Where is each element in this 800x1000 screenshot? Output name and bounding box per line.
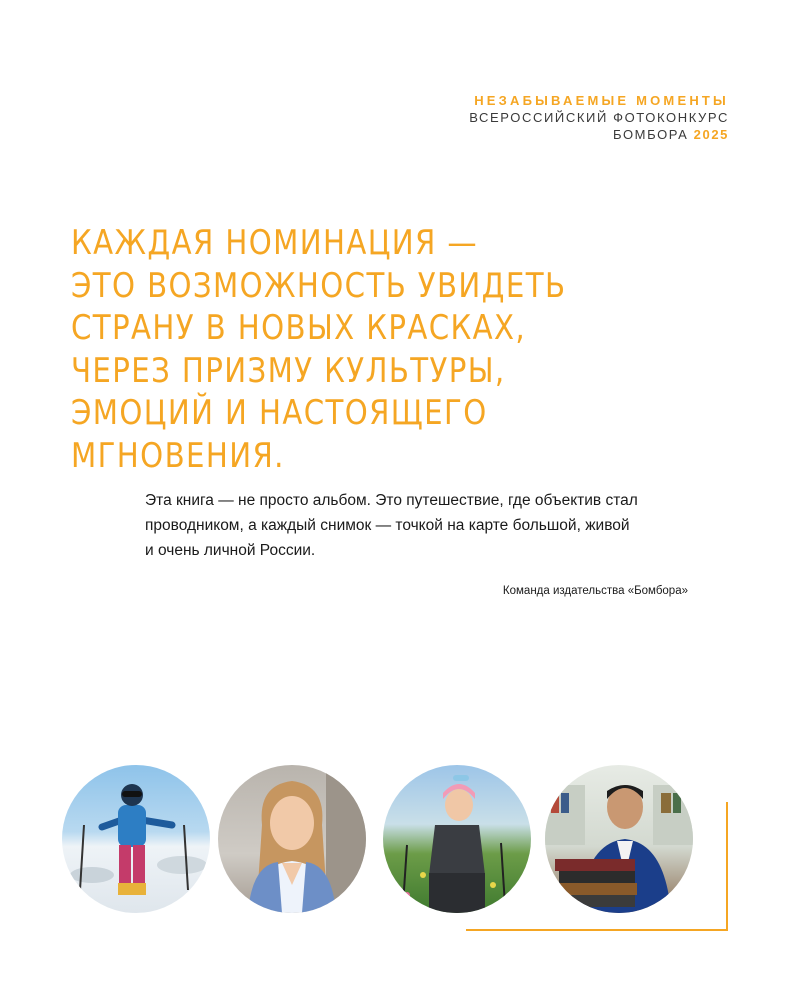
publisher-name: БОМБОРА [612, 127, 689, 142]
headline-line: ЭТО ВОЗМОЖНОСТЬ УВИДЕТЬ [71, 265, 567, 306]
photo-hiker [383, 765, 531, 913]
intro-line: проводником, а каждый снимок — точкой на карте большой, живой [145, 517, 630, 534]
decorative-line-horizontal [466, 929, 728, 931]
headline-line: ЭМОЦИЙ И НАСТОЯЩЕГО [71, 393, 488, 433]
woman-portrait-illustration [218, 765, 366, 913]
photo-mountaineer [62, 765, 210, 913]
headline-line: КАЖДАЯ НОМИНАЦИЯ — [71, 223, 479, 263]
hiker-illustration [383, 765, 531, 913]
decorative-line-vertical [726, 802, 728, 930]
contest-title: НЕЗАБЫВАЕМЫЕ МОМЕНТЫ [474, 93, 729, 108]
photo-woman-portrait [218, 765, 366, 913]
intro-paragraph [145, 488, 705, 563]
page-headline [71, 222, 566, 477]
headline-line: ЧЕРЕЗ ПРИЗМУ КУЛЬТУРЫ, [71, 350, 506, 391]
man-books-illustration [545, 765, 693, 913]
mountaineer-illustration [62, 765, 210, 913]
photo-man-books [545, 765, 693, 913]
intro-line: Эта книга — не просто альбом. Это путешествие, где объектив стал [145, 492, 638, 509]
headline-line: СТРАНУ В НОВЫХ КРАСКАХ, [71, 308, 527, 348]
headline-line: МГНОВЕНИЯ. [71, 435, 285, 476]
contest-subtitle: ВСЕРОССИЙСКИЙ ФОТОКОНКУРС [469, 110, 729, 125]
publisher-line [469, 126, 729, 143]
header-block [469, 92, 729, 143]
intro-line: и очень личной России. [145, 542, 316, 559]
signature: Команда издательства «Бомбора» [502, 585, 688, 597]
contest-year: 2025 [693, 127, 729, 142]
